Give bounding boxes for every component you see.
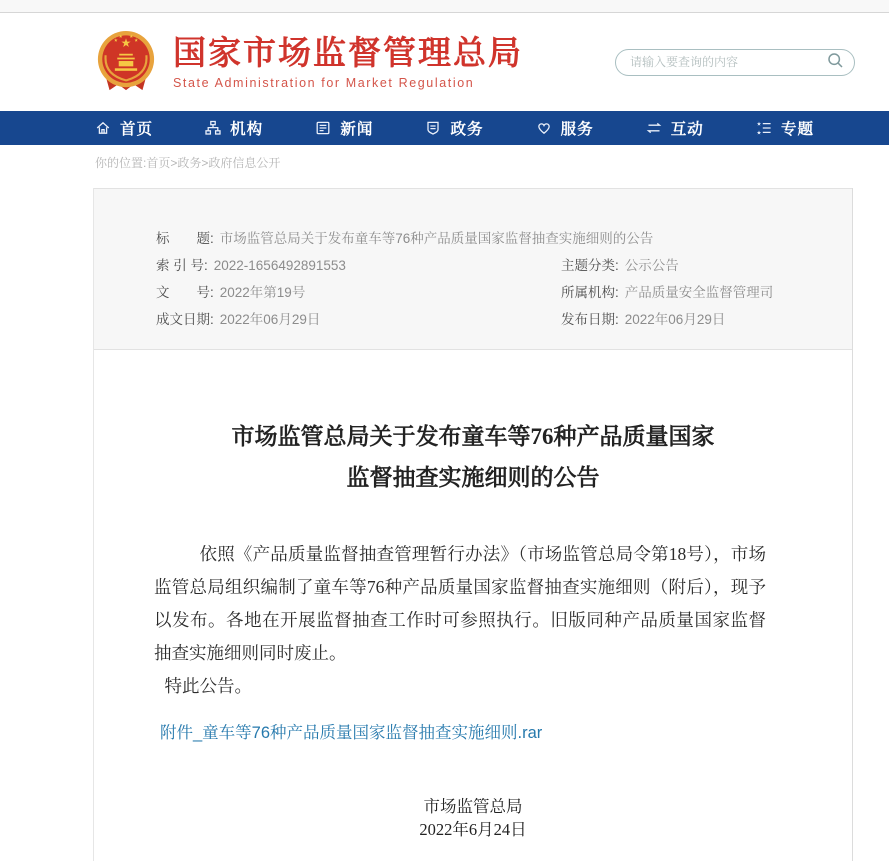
meta-index-number (156, 256, 561, 275)
search-button[interactable] (827, 52, 844, 72)
meta-doc-number-value: 2022年第19号 (219, 285, 306, 300)
nav-label: 政务 (450, 121, 484, 138)
meta-written-date (156, 310, 561, 329)
site-brand (173, 34, 523, 90)
meta-publish-date-value: 2022年06月29日 (624, 312, 726, 327)
home-icon (95, 120, 111, 136)
nav-label: 服务 (560, 121, 594, 138)
main-nav (0, 111, 889, 145)
exchange-arrows-icon (646, 120, 662, 136)
article-paragraph: 依照《产品质量监督抽查管理暂行办法》（市场监管总局令第18号），市场监管总局组织编制了童车等76种产品质量国家监督抽查实施细则（附后），现予以发布。各地在开展监督抽查工作时可参照执行。旧版同种产品质量国家监督抽查实施细则同时废止。 (154, 544, 766, 663)
nav-label: 互动 (670, 121, 704, 138)
meta-org-value: 产品质量安全监督管理司 (624, 285, 774, 300)
meta-doc-number-label: 文 号: (156, 285, 214, 300)
signature-date: 2022年6月24日 (419, 820, 527, 839)
site-header (0, 13, 889, 111)
heart-icon (536, 120, 552, 136)
article (94, 350, 852, 861)
search-icon (827, 52, 844, 72)
site-title: 国家市场监督管理总局 (173, 34, 523, 71)
star-list-icon (756, 120, 772, 136)
attachment-row (160, 719, 792, 743)
content-container (93, 188, 853, 861)
meta-publish-date-label: 发布日期: (561, 312, 619, 327)
nav-item-services[interactable] (536, 117, 594, 139)
nav-item-organization[interactable] (205, 117, 263, 139)
nav-label: 首页 (120, 121, 154, 138)
nav-label: 新闻 (340, 121, 374, 138)
meta-publish-date (561, 310, 832, 329)
news-icon (315, 120, 331, 136)
signature-name: 市场监管总局 (423, 797, 523, 816)
meta-title-value: 市场监管总局关于发布童车等76种产品质量国家监督抽查实施细则的公告 (219, 231, 654, 246)
meta-index-value: 2022-1656492891553 (213, 258, 346, 273)
meta-doc-number (156, 283, 561, 302)
nav-label: 机构 (230, 121, 264, 138)
meta-org-label: 所属机构: (561, 285, 619, 300)
meta-category-label: 主题分类: (561, 258, 619, 273)
nav-label: 专题 (780, 121, 814, 138)
meta-org (561, 283, 832, 302)
meta-title (156, 229, 832, 248)
meta-written-date-label: 成文日期: (156, 312, 214, 327)
document-meta-panel (94, 188, 852, 350)
sitemap-icon (205, 120, 221, 136)
nav-item-government-affairs[interactable] (425, 117, 483, 139)
top-divider (0, 0, 889, 13)
meta-category (561, 256, 832, 275)
shield-doc-icon (425, 120, 441, 136)
breadcrumb: 你的位置:首页>政务>政府信息公开 (95, 156, 281, 170)
nav-item-home[interactable] (95, 117, 153, 139)
article-title-line2: 监督抽查实施细则的公告 (346, 465, 600, 490)
nav-item-news[interactable] (315, 117, 373, 139)
article-title-line1: 市场监管总局关于发布童车等76种产品质量国家 (231, 424, 715, 449)
meta-category-value: 公示公告 (624, 258, 679, 273)
nav-item-interaction[interactable] (646, 117, 704, 139)
attachment-link[interactable]: 附件_童车等76种产品质量国家监督抽查实施细则.rar (160, 724, 543, 742)
nav-item-special-topics[interactable] (756, 117, 814, 139)
meta-index-label: 索 引 号: (156, 258, 208, 273)
article-title (154, 416, 792, 498)
article-body (154, 538, 792, 703)
search-box[interactable] (615, 49, 855, 76)
signature-block (154, 795, 792, 841)
national-emblem-icon (95, 30, 157, 94)
meta-title-label: 标 题: (156, 231, 214, 246)
article-closing-line: 特此公告。 (164, 676, 252, 696)
site-title-english: State Administration for Market Regulation (173, 76, 475, 90)
search-input[interactable] (630, 55, 827, 69)
meta-written-date-value: 2022年06月29日 (219, 312, 321, 327)
